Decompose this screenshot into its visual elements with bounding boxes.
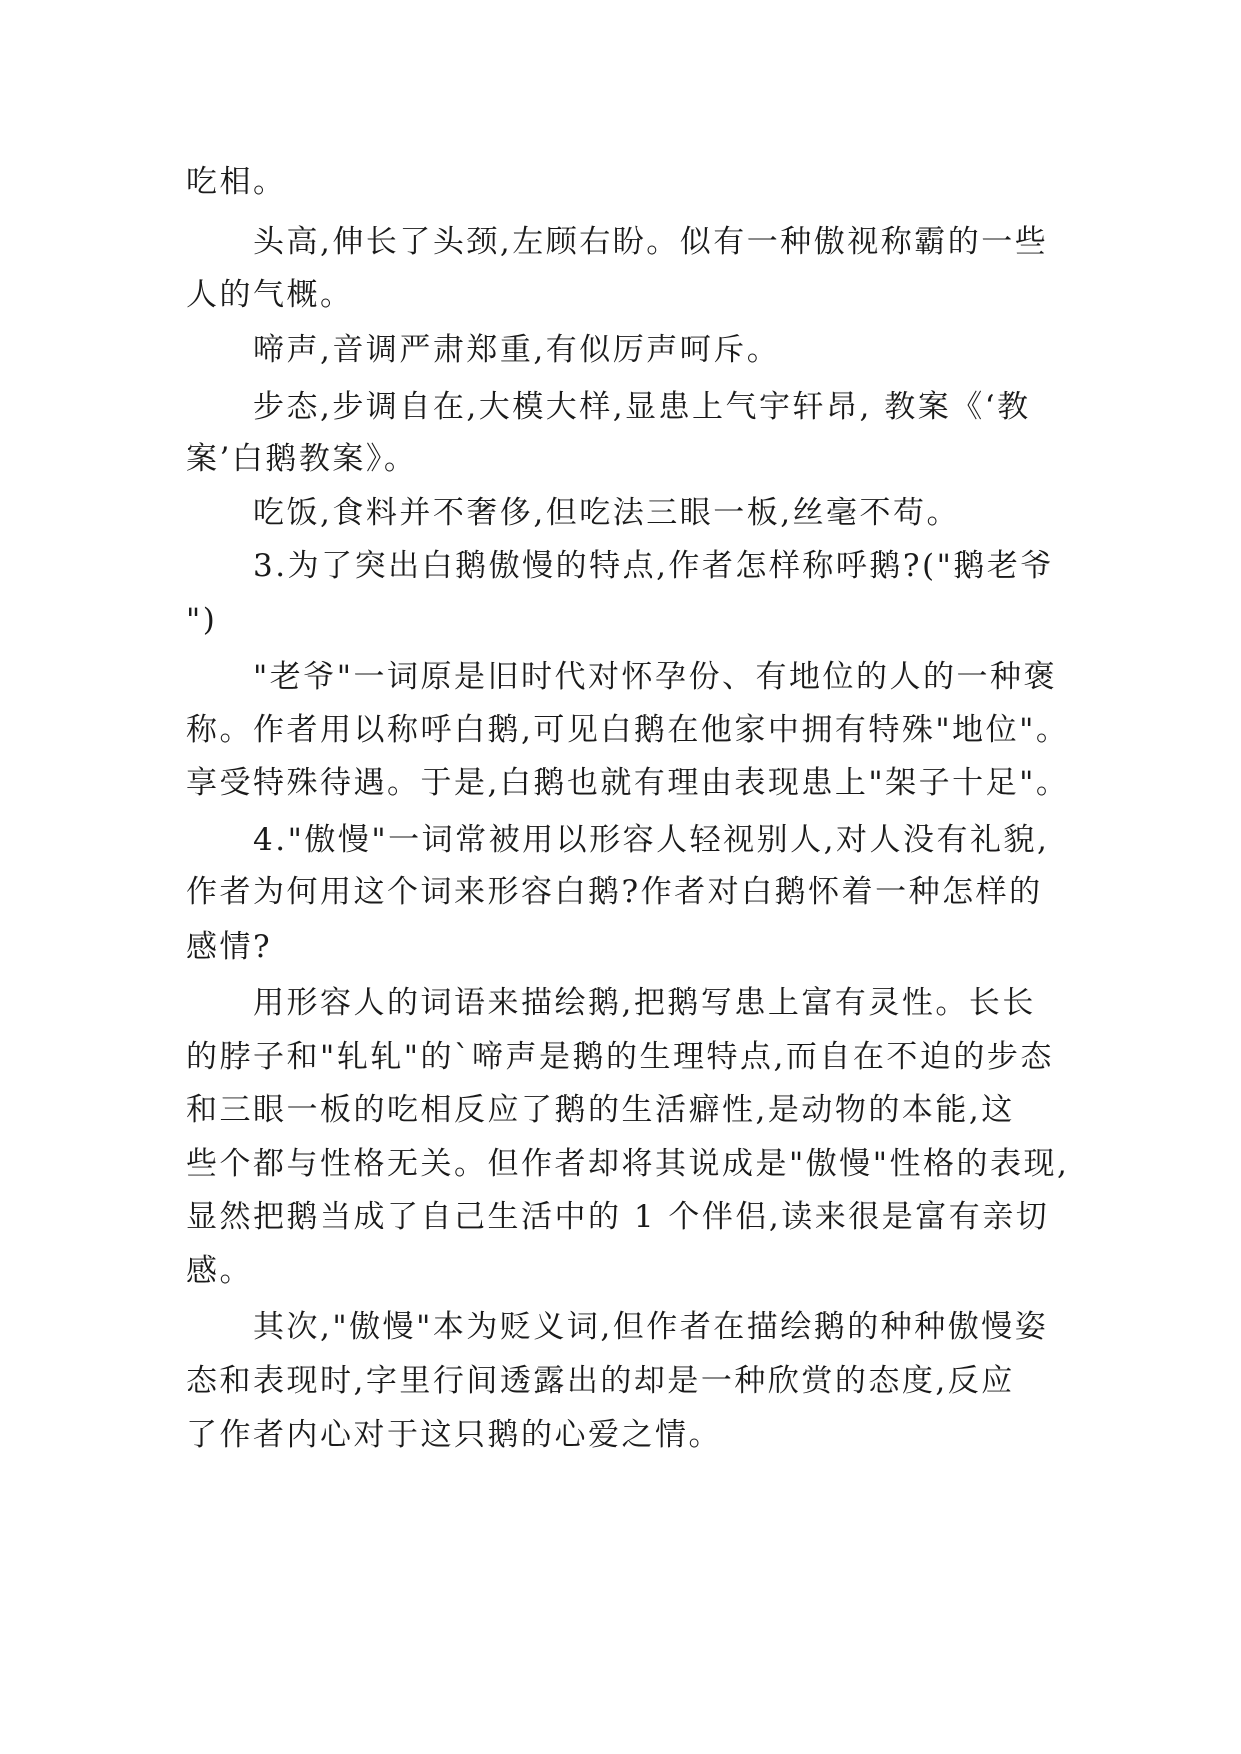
text-line: 吃饭,食料并不奢侈,但吃法三眼一板,丝毫不苟。 [253, 495, 961, 531]
text-line: 称。作者用以称呼白鹅,可见白鹅在他家中拥有特殊"地位"。 [186, 712, 1070, 748]
text-line: 作者为何用这个词来形容白鹅?作者对白鹅怀着一种怎样的 [186, 874, 1043, 910]
text-line: 头高,伸长了头颈,左顾右盼。似有一种傲视称霸的一些 [253, 224, 1049, 260]
text-line: 感。 [186, 1253, 253, 1289]
text-line: 吃相。 [186, 164, 287, 200]
text-line: 3.为了突出白鹅傲慢的特点,作者怎样称呼鹅?("鹅老爷 [253, 548, 1054, 584]
text-line: 和三眼一板的吃相反应了鹅的生活癖性,是动物的本能,这 [186, 1092, 1015, 1128]
text-line: 案’白鹅教案》。 [186, 441, 418, 477]
text-line: 用形容人的词语来描绘鹅,把鹅写患上富有灵性。长长 [253, 985, 1036, 1021]
text-line: 些个都与性格无关。但作者却将其说成是"傲慢"性格的表现, [186, 1146, 1070, 1182]
text-line: ") [186, 602, 218, 638]
text-line: 显然把鹅当成了自己生活中的 1 个伴侣,读来很是富有亲切 [186, 1199, 1050, 1235]
text-line: "老爷"一词原是旧时代对怀孕份、有地位的人的一种褒 [253, 659, 1058, 695]
text-line: 4."傲慢"一词常被用以形容人轻视别人,对人没有礼貌, [253, 822, 1050, 858]
text-line: 的脖子和"轧轧"的`啼声是鹅的生理特点,而自在不迫的步态 [186, 1039, 1054, 1075]
text-line: 其次,"傲慢"本为贬义词,但作者在描绘鹅的种种傲慢姿 [253, 1309, 1049, 1345]
text-line: 感情? [186, 929, 273, 965]
text-line: 态和表现时,字里行间透露出的却是一种欣赏的态度,反应 [186, 1363, 1015, 1399]
text-line: 人的气概。 [186, 277, 354, 313]
text-line: 享受特殊待遇。于是,白鹅也就有理由表现患上"架子十足"。 [186, 765, 1070, 801]
text-line: 啼声,音调严肃郑重,有似厉声呵斥。 [253, 332, 781, 368]
text-line: 了作者内心对于这只鹅的心爱之情。 [186, 1417, 722, 1453]
text-line: 步态,步调自在,大模大样,显患上气宇轩昂, 教案《‘教 [253, 389, 1031, 425]
